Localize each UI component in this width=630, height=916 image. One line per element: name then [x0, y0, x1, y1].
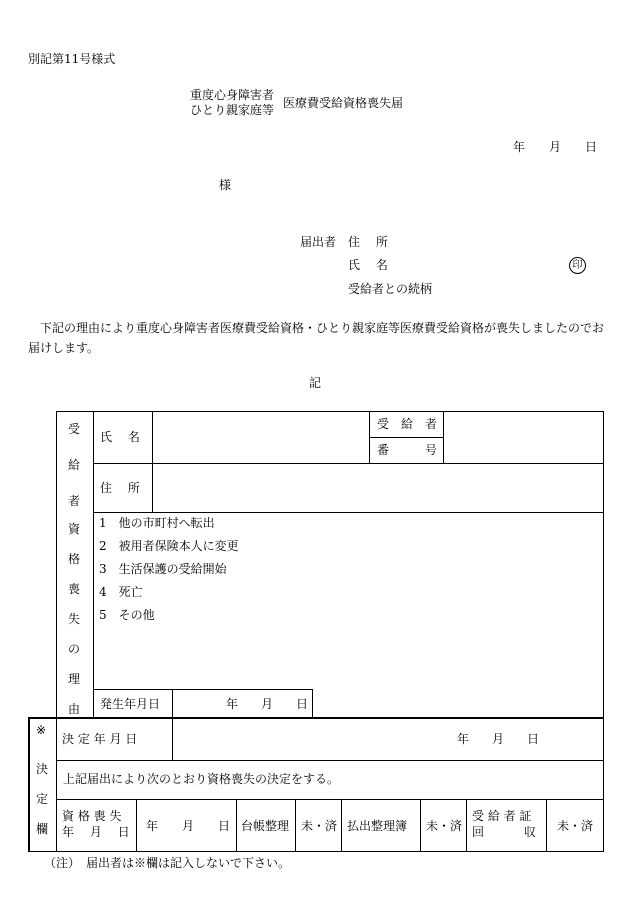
recipient-header: 受 給 者 — [67, 422, 80, 508]
body-text-line-1: 下記の理由により重度心身障害者医療費受給資格・ひとり親家庭等医療費受給資格が喪失しましたのでお — [40, 321, 605, 335]
body-text-line-2: 届けします。 — [28, 341, 100, 355]
decision-statement: 上記届出により次のとおり資格喪失の決定をする。 — [63, 772, 340, 786]
notifier-label: 届出者 — [300, 235, 337, 249]
decision-mark: ※ — [36, 723, 47, 737]
decision-month-label[interactable]: 月 — [492, 732, 505, 746]
submit-year-label: 年 — [513, 140, 526, 154]
loss-reason-option-2[interactable]: 2 被用者保険本人に変更 — [99, 539, 239, 553]
loss-date-month[interactable]: 月 — [182, 819, 195, 833]
decision-date-label: 決 定 年 月 日 — [62, 732, 138, 746]
loss-reason-option-4[interactable]: 4 死亡 — [99, 585, 143, 599]
payment-register-status[interactable]: 未・済 — [426, 819, 463, 833]
seal-mark: 印 — [569, 257, 586, 274]
ledger-label: 台帳整理 — [241, 819, 290, 833]
certificate-collection-status[interactable]: 未・済 — [557, 819, 594, 833]
certificate-collection-label-1: 受 給 者 証 — [472, 809, 532, 823]
loss-reason-option-3[interactable]: 3 生活保護の受給開始 — [99, 562, 227, 576]
recipient-number-field[interactable] — [450, 431, 598, 445]
notifier-relation-label: 受給者との続柄 — [348, 282, 433, 296]
loss-date-label-1: 資 格 喪 失 — [62, 809, 122, 823]
decision-year-label[interactable]: 年 — [457, 732, 470, 746]
occurrence-year-label[interactable]: 年 — [226, 697, 239, 711]
footnote: （注） 届出者は※欄は記入しないで下さい。 — [44, 856, 291, 870]
submit-day-label: 日 — [585, 140, 598, 154]
loss-reason-option-1[interactable]: 1 他の市町村へ転出 — [99, 516, 215, 530]
recipient-name-field[interactable] — [158, 431, 363, 445]
recipient-address-label: 住 所 — [100, 481, 140, 495]
loss-date-label-2: 年 月 日 — [62, 825, 130, 839]
notifier-name-label: 氏 名 — [348, 258, 388, 272]
decision-day-label[interactable]: 日 — [527, 732, 540, 746]
loss-date-year[interactable]: 年 — [146, 819, 159, 833]
notifier-address-label: 住 所 — [348, 235, 388, 249]
recipient-name-label: 氏 名 — [100, 430, 140, 444]
occurrence-day-label[interactable]: 日 — [296, 697, 309, 711]
loss-reason-option-5[interactable]: 5 その他 — [99, 608, 155, 622]
payment-register-label: 払出整理簿 — [347, 819, 408, 833]
form-number: 別記第11号様式 — [28, 52, 116, 66]
submit-month-label: 月 — [549, 140, 562, 154]
decision-header: 決 定 欄 — [35, 762, 48, 836]
ki-heading: 記 — [309, 376, 322, 390]
certificate-collection-label-2: 回 収 — [472, 825, 536, 839]
document-title: 医療費受給資格喪失届 — [283, 96, 404, 110]
ledger-status[interactable]: 未・済 — [301, 819, 338, 833]
recipient-address-field[interactable] — [158, 482, 598, 496]
loss-reason-header: 資 格 喪 失 の 理 由 — [67, 522, 80, 716]
addressee-suffix: 様 — [219, 178, 232, 192]
title-line-1: 重度心身障害者 — [190, 88, 275, 102]
title-line-2: ひとり親家庭等 — [190, 103, 275, 117]
occurrence-date-label: 発生年月日 — [100, 697, 161, 711]
occurrence-month-label[interactable]: 月 — [261, 697, 274, 711]
loss-date-day[interactable]: 日 — [218, 819, 231, 833]
recipient-number-label-1: 受 給 者 — [377, 417, 438, 431]
recipient-number-label-2: 番 号 — [377, 443, 438, 457]
